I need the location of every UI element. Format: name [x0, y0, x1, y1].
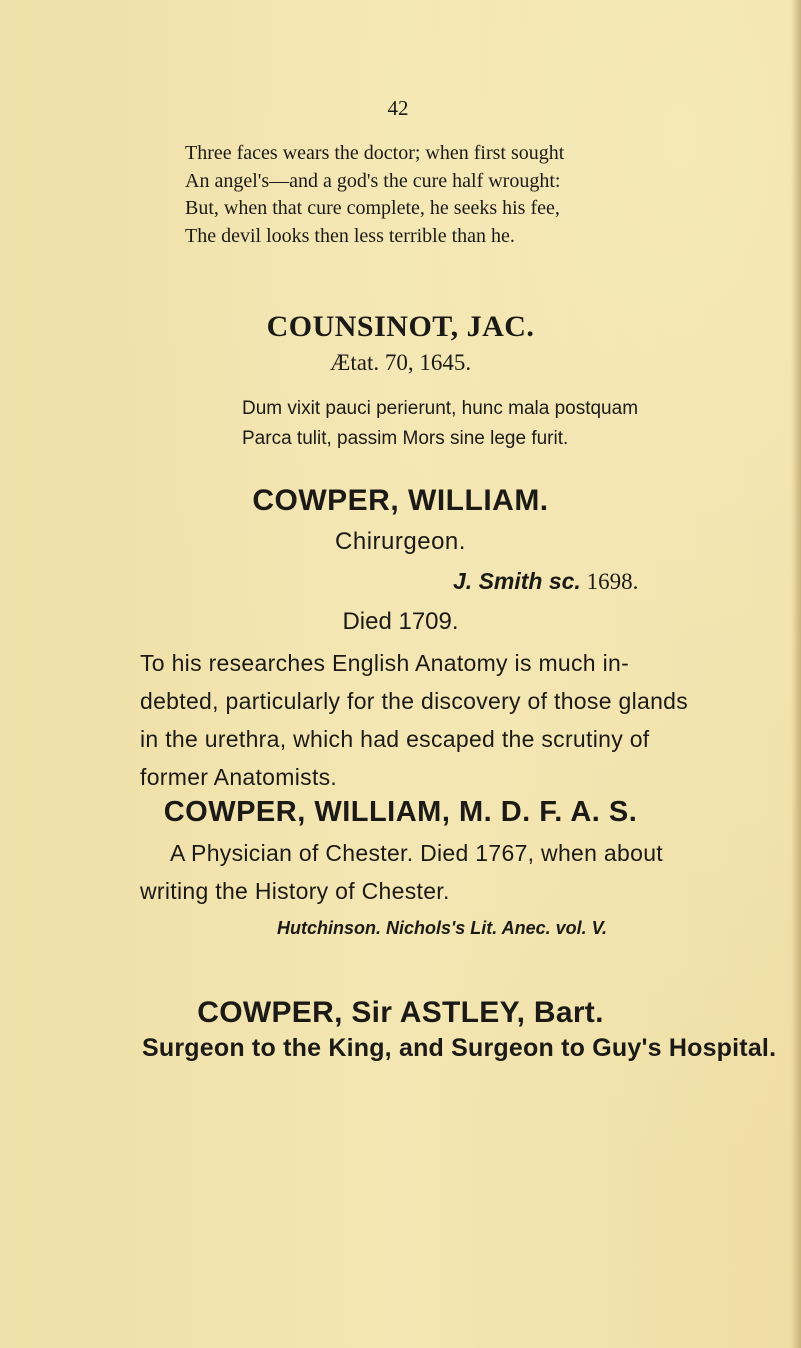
engraver-name: J. Smith sc. [453, 568, 581, 594]
latin-line: Parca tulit, passim Mors sine lege furit. [242, 428, 569, 449]
latin-line: Dum vixit pauci perierunt, hunc mala postquam [242, 398, 639, 419]
engraver-year: 1698. [586, 569, 639, 594]
text-line: A Physician of Chester. Died 1767, when about [170, 840, 663, 866]
entry-heading-cowper-william: COWPER, WILLIAM. [252, 484, 549, 517]
text-line: To his researches English Anatomy is much in- [140, 650, 630, 676]
latin-epitaph [242, 394, 722, 454]
poem-line: The devil looks then less terrible than he. [185, 224, 515, 247]
entry-age: Ætat. 70, 1645. [329, 350, 472, 375]
epigram-poem [185, 140, 665, 250]
engraver-credit [453, 568, 638, 595]
entry-occupation: Chirurgeon. [335, 528, 466, 555]
death-date: Died 1709. [342, 608, 459, 635]
entry-description [140, 834, 730, 910]
entry-heading-cowper-astley: COWPER, Sir ASTLEY, Bart. [197, 996, 604, 1029]
text-line: writing the History of Chester. [140, 878, 450, 904]
page-edge-shadow [791, 0, 801, 1348]
page-number: 42 [387, 96, 409, 120]
entry-description [140, 644, 700, 796]
text-line: former Anatomists. [140, 764, 338, 790]
entry-description: Surgeon to the King, and Surgeon to Guy's Hospital. [142, 1034, 777, 1062]
poem-line: An angel's—and a god's the cure half wrought: [185, 169, 561, 192]
text-line: debted, particularly for the discovery of those glands [140, 688, 689, 714]
poem-line: Three faces wears the doctor; when first sought [185, 142, 565, 164]
entry-heading-cowper-md: COWPER, WILLIAM, M. D. F. A. S. [163, 796, 638, 828]
entry-heading-counsinot: COUNSINOT, JAC. [266, 310, 535, 343]
source-citation: Hutchinson. Nichols's Lit. Anec. vol. V. [277, 918, 608, 938]
poem-line: But, when that cure complete, he seeks his fee, [185, 197, 560, 219]
text-line: in the urethra, which had escaped the scrutiny of [140, 726, 650, 752]
